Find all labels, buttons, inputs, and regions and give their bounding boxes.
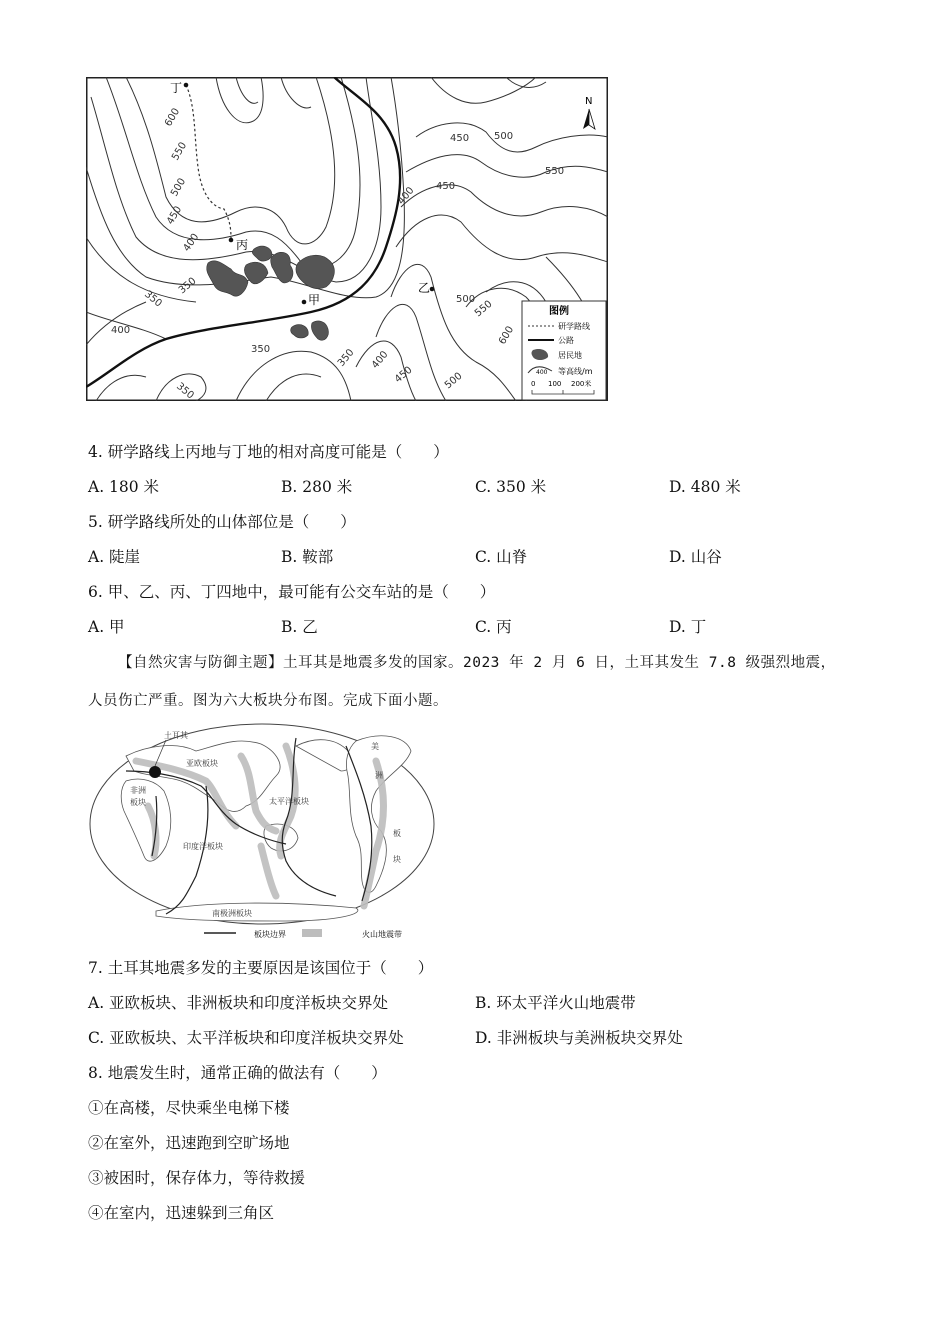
q8-statement-1: ①在高楼，尽快乘坐电梯下楼: [88, 1099, 290, 1117]
contour-label: 450: [436, 181, 456, 192]
q4-option-a[interactable]: A. 180 米: [88, 478, 160, 496]
belt-legend-icon: [302, 929, 322, 937]
contour-label: 600: [163, 106, 183, 129]
legend-settlement: 居民地: [558, 351, 582, 360]
intro-line-1: 【自然灾害与防御主题】土耳其是地震多发的国家。2023 年 2 月 6 日，土耳其发生 7.8 级强烈地震，: [118, 655, 836, 671]
legend-road: 公路: [558, 336, 574, 345]
point-bing-label: 丙: [236, 238, 249, 252]
contour-label: 550: [472, 298, 495, 320]
scale-0: 0: [531, 380, 536, 388]
north-label: N: [585, 96, 593, 107]
q5-option-c[interactable]: C. 山脊: [475, 548, 528, 566]
q7-option-b[interactable]: B. 环太平洋火山地震带: [475, 994, 636, 1012]
q7-option-d[interactable]: D. 非洲板块与美洲板块交界处: [475, 1029, 683, 1047]
q6-option-a[interactable]: A. 甲: [88, 618, 125, 636]
legend-contour-sample: 400: [536, 369, 548, 376]
contour-label: 400: [395, 185, 417, 207]
contour-label: 400: [111, 325, 131, 336]
contour-label: 350: [176, 275, 199, 297]
label-antarctic: 南极洲板块: [212, 909, 252, 918]
contour-label: 500: [169, 176, 189, 199]
contour-label: 350: [142, 288, 164, 310]
q4-option-c[interactable]: C. 350 米: [475, 478, 547, 496]
q7-option-a[interactable]: A. 亚欧板块、非洲板块和印度洋板块交界处: [88, 994, 389, 1012]
label-america-4: 块: [393, 855, 401, 864]
contour-label: 450: [450, 133, 470, 144]
label-african-1: 非洲: [130, 786, 146, 795]
contour-map-svg: [86, 77, 608, 401]
q4-option-d[interactable]: D. 480 米: [669, 478, 741, 496]
contour-label: 450: [165, 204, 185, 227]
question-7-stem: 7. 土耳其地震多发的主要原因是该国位于（ ）: [88, 959, 434, 977]
contour-label: 400: [181, 231, 202, 254]
q8-statement-4: ④在室内，迅速躲到三角区: [88, 1204, 275, 1222]
point-ding-label: 丁: [170, 81, 183, 95]
contour-label: 500: [494, 131, 514, 142]
legend-title: 图例: [549, 306, 569, 317]
contour-label: 350: [174, 380, 196, 401]
label-turkey: 土耳其: [164, 731, 188, 740]
contour-label: 450: [392, 364, 415, 386]
q7-option-c[interactable]: C. 亚欧板块、太平洋板块和印度洋板块交界处: [88, 1029, 404, 1047]
turkey-marker-icon: [149, 766, 161, 778]
contour-label: 550: [170, 140, 190, 163]
legend-contour: 等高线/m: [558, 367, 593, 376]
q6-option-d[interactable]: D. 丁: [669, 618, 707, 636]
label-america-1: 美: [371, 742, 379, 751]
contour-map: [86, 77, 608, 401]
plate-map-svg: [86, 716, 438, 944]
q8-statement-2: ②在室外，迅速跑到空旷场地: [88, 1134, 290, 1152]
legend-boundary: 板块边界: [254, 930, 286, 939]
label-african-2: 板块: [130, 798, 146, 807]
intro-line-2: 人员伤亡严重。图为六大板块分布图。完成下面小题。: [88, 693, 448, 709]
q6-option-b[interactable]: B. 乙: [281, 618, 318, 636]
legend-belt: 火山地震带: [362, 930, 402, 939]
q8-statement-3: ③被困时，保存体力，等待救援: [88, 1169, 306, 1187]
contour-label: 600: [497, 324, 517, 347]
label-pacific: 太平洋板块: [269, 797, 309, 806]
contour-label: 500: [456, 294, 476, 305]
point-yi-label: 乙: [418, 281, 431, 295]
label-eurasian: 亚欧板块: [186, 759, 218, 768]
point-jia-label: 甲: [308, 293, 321, 307]
scale-100: 100: [548, 380, 562, 388]
question-6-stem: 6. 甲、乙、丙、丁四地中，最可能有公交车站的是（ ）: [88, 583, 496, 601]
q6-option-c[interactable]: C. 丙: [475, 618, 512, 636]
contour-label: 350: [251, 344, 271, 355]
contour-legend: [522, 301, 606, 400]
question-4-stem: 4. 研学路线上丙地与丁地的相对高度可能是（ ）: [88, 443, 449, 461]
q5-option-a[interactable]: A. 陡崖: [88, 548, 141, 566]
label-indian: 印度洋板块: [183, 842, 223, 851]
q5-option-d[interactable]: D. 山谷: [669, 548, 722, 566]
q5-option-b[interactable]: B. 鞍部: [281, 548, 334, 566]
question-5-stem: 5. 研学路线所处的山体部位是（ ）: [88, 513, 356, 531]
q4-option-b[interactable]: B. 280 米: [281, 478, 353, 496]
label-america-3: 板: [393, 829, 401, 838]
contour-label: 500: [442, 370, 465, 392]
scale-200: 200米: [571, 380, 592, 388]
plate-map: [86, 716, 438, 944]
contour-label: 550: [545, 166, 565, 177]
legend-route: 研学路线: [558, 322, 590, 331]
contour-label: 400: [369, 349, 391, 371]
label-america-2: 洲: [375, 771, 383, 780]
question-8-stem: 8. 地震发生时，通常正确的做法有（ ）: [88, 1064, 387, 1082]
contour-label: 350: [335, 347, 357, 369]
